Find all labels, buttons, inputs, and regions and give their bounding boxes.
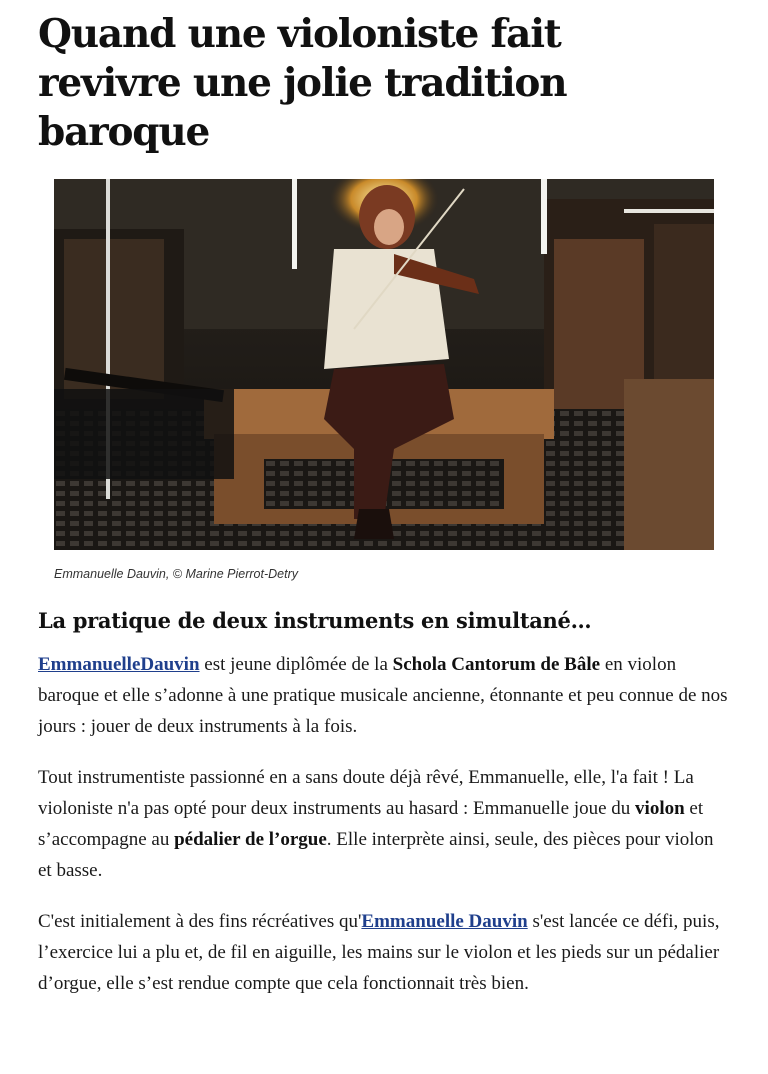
paragraph-3: C'est initialement à des fins récréatives qu'Emmanuelle Dauvin s'est lancée ce défi, puis, l’exercice lui a plu et, de fil en aiguille, les mains sur le violon et les pieds sur un pédalier d’orgue, elle s’est rendue compte que cela fonctionnait très bien. xyxy=(38,911,720,994)
paragraph-1: EmmanuelleDauvin est jeune diplômée de la Schola Cantorum de Bâle en violon baroque et elle s’adonne à une pratique musicale ancienne, étonnante et peu connue de nos jours : jouer de deux instruments à la fois. xyxy=(38,654,728,737)
section-subtitle: La pratique de deux instruments en simultané… xyxy=(38,608,592,633)
instrument-organ-pedalboard: pédalier de l’orgue xyxy=(174,829,327,850)
image-caption: Emmanuelle Dauvin, © Marine Pierrot-Detry xyxy=(54,567,299,581)
violinist-photo xyxy=(54,179,714,550)
instrument-violin: violon xyxy=(635,798,685,819)
article-figure xyxy=(54,179,714,581)
author-link-2[interactable]: Emmanuelle Dauvin xyxy=(361,911,528,932)
paragraph-2: Tout instrumentiste passionné en a sans doute déjà rêvé, Emmanuelle, elle, l'a fait ! La violoniste n'a pas opté pour deux instruments au hasard : Emmanuelle joue du violon et s’accompagne au pédalier de l’orgue. Elle interprète ainsi, seule, des pièces pour violon et basse. xyxy=(38,767,714,881)
author-link[interactable]: EmmanuelleDauvin xyxy=(38,654,200,675)
school-name: Schola Cantorum de Bâle xyxy=(392,654,601,675)
article-title: Quand une violoniste fait revivre une jolie tradition baroque xyxy=(38,11,567,155)
